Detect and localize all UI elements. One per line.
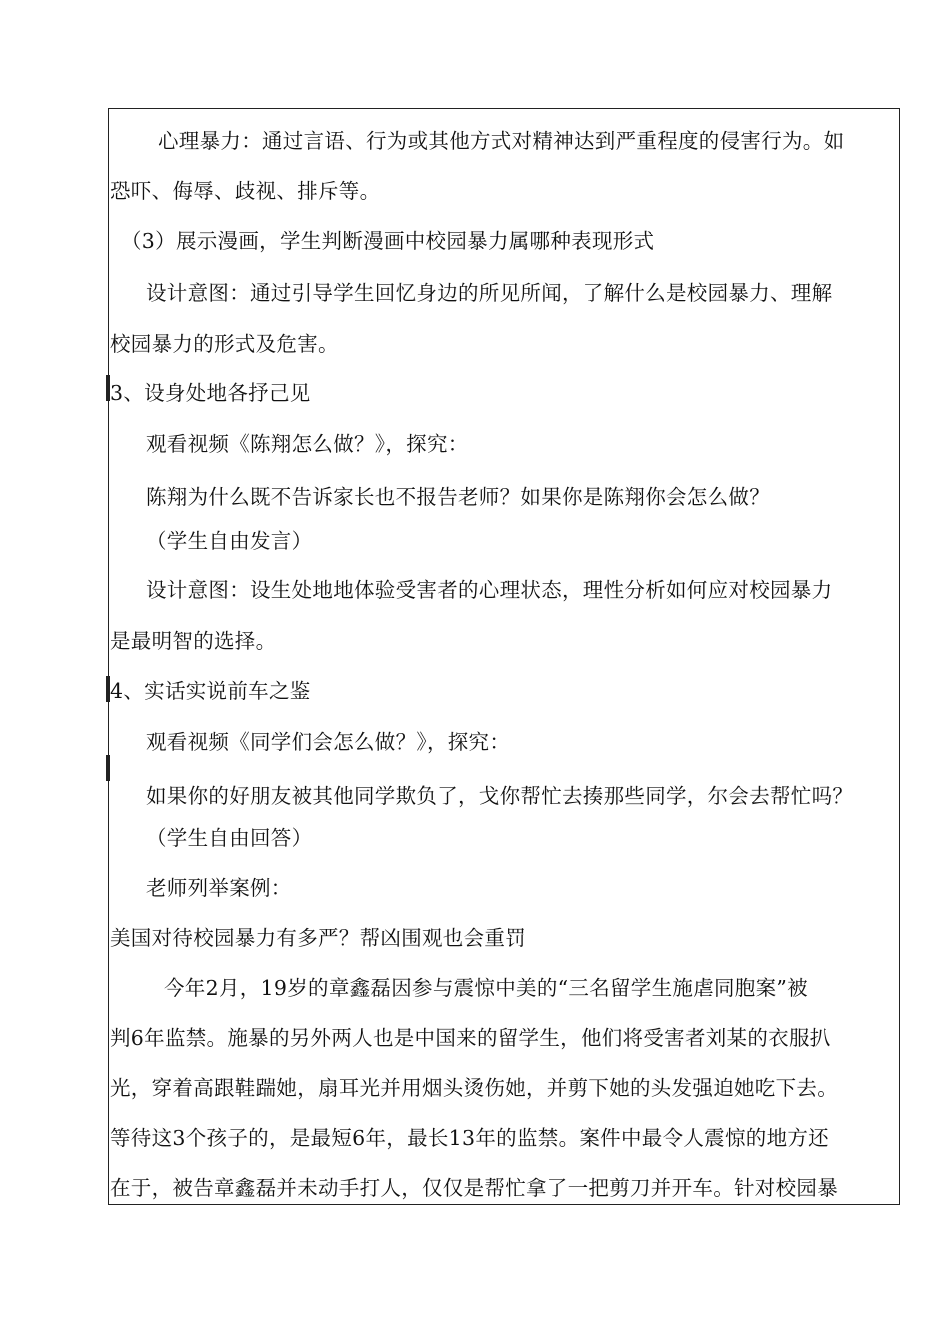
paragraph-psychological-violence-line1: 心理暴力：通过言语、行为或其他方式对精神达到严重程度的侵害行为。如	[158, 129, 845, 153]
student-free-answer: （学生自由回答）	[146, 826, 313, 850]
design-intent-1-line2: 校园暴力的形式及危害。	[110, 332, 339, 356]
case-body-line3: 光，穿着高跟鞋踹她，扇耳光并用烟头烫伤她，并剪下她的头发强迫她吃下去。	[110, 1076, 838, 1100]
video-classmates-prompt: 观看视频《同学们会怎么做？》，探究：	[146, 730, 511, 754]
case-body-line4: 等待这3个孩子的，是最短6年，最长13年的监禁。案件中最令人震惊的地方还	[110, 1126, 829, 1150]
design-intent-1-line1: 设计意图：通过引导学生回忆身边的所见所闻，了解什么是校园暴力、理解	[146, 281, 833, 305]
case-headline: 美国对待校园暴力有多严？帮凶围观也会重罚	[110, 926, 526, 950]
case-body-line5: 在于，被告章鑫磊并未动手打人，仅仅是帮忙拿了一把剪刀并开车。针对校园暴	[110, 1176, 838, 1200]
design-intent-2-line1: 设计意图：设生处地地体验受害者的心理状态，理性分析如何应对校园暴力	[146, 578, 833, 602]
border-mark	[106, 755, 110, 781]
chenxiang-question: 陈翔为什么既不告诉家长也不报告老师？如果你是陈翔你会怎么做？	[146, 485, 770, 509]
teacher-cases-label: 老师列举案例：	[146, 876, 292, 900]
activity-comic-item: （3）展示漫画，学生判断漫画中校园暴力属哪种表现形式	[121, 229, 655, 253]
section-heading-3: 3、设身处地各抒己见	[110, 381, 311, 405]
paragraph-psychological-violence-line2: 恐吓、侮辱、歧视、排斥等。	[110, 179, 381, 203]
friend-bullied-question: 如果你的好朋友被其他同学欺负了，戈你帮忙去揍那些同学，尔会去帮忙吗？	[146, 784, 854, 808]
case-body-line1: 今年2月，19岁的章鑫磊因参与震惊中美的“三名留学生施虐同胞案”被	[164, 976, 808, 1000]
student-free-speech: （学生自由发言）	[146, 529, 313, 553]
section-heading-4: 4、实话实说前车之鉴	[110, 679, 311, 703]
case-body-line2: 判6年监禁。施暴的另外两人也是中国来的留学生，他们将受害者刘某的衣服扒	[110, 1026, 831, 1050]
video-chenxiang-prompt: 观看视频《陈翔怎么做？》，探究：	[146, 432, 469, 456]
design-intent-2-line2: 是最明智的选择。	[110, 629, 277, 653]
